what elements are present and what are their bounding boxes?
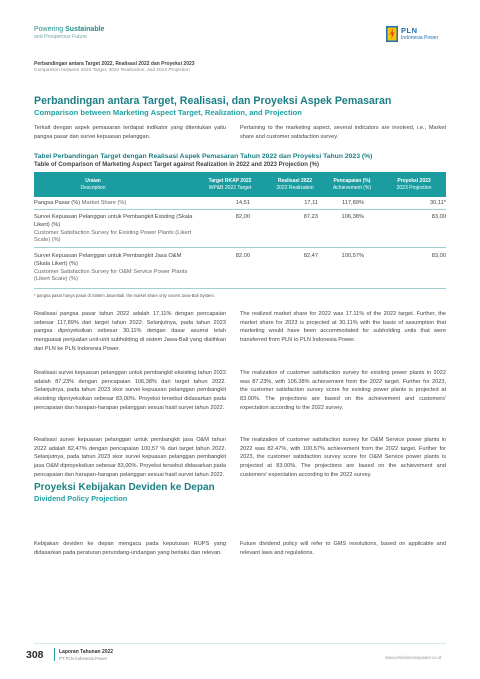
row-achievement: 100,57% <box>341 253 364 259</box>
column-header-description <box>34 172 152 197</box>
header-label-id: Uraian <box>85 178 101 185</box>
row-label-en: Customer Satisfaction Survey for O&M Service Power Plants (Likert Scale) (%) <box>34 268 188 283</box>
column-header-achievement <box>324 172 380 197</box>
row-label-id: Survei Kepuasan Pelanggan untuk Pembangkit Jasa O&M (Skala Likert) (%) <box>34 253 182 267</box>
table-row <box>34 253 446 289</box>
row-label-id: Survei Kepuasan Pelanggan untuk Pembangkit Existing (Skala Likert) (%) <box>34 214 193 228</box>
header-label-en: Achievement (%) <box>332 184 372 191</box>
header-label-en: Description <box>80 184 106 191</box>
row-label <box>34 253 194 284</box>
footer-report-title: Laporan Tahunan 2022 <box>59 649 114 655</box>
section-subtitle: Comparison between Marketing Aspect Target, Realization, and Projection <box>34 108 302 117</box>
column-header-projection <box>382 172 446 197</box>
header-label-en: 2022 Realization <box>276 184 314 191</box>
row-label-en: Market Share (%) <box>81 200 127 206</box>
pln-logo <box>386 26 446 44</box>
footer-company: PT PLN Indonesia Power <box>59 656 108 661</box>
row-projection: 83,00 <box>431 253 446 259</box>
row-projection: 30,11* <box>429 200 446 206</box>
row-label <box>34 214 194 245</box>
section-title: Perbandingan antara Target, Realisasi, dan Proyeksi Aspek Pemasaran <box>34 95 392 107</box>
paragraph-om-plants-id: Realisasi survei kepuasan pelanggan untuk pembangkit jasa O&M tahun 2022 adalah 82,47% dengan pencapaian 100,57 % dari target tahun 2022. Selanjutnya, pada tahun 2023 skor survei kepuasan pelanggan pembangkit jasa O&M diproyeksikan sebesar 83,00%. Proyeksi tersebut didasarkan pada pencapaian dan harapan-harapan pelanggan sesuai hasil survei tahun 2022. <box>34 437 226 478</box>
footer-rule <box>34 643 446 644</box>
logo-sub: Indonesia Power <box>401 35 439 41</box>
table-row <box>34 200 446 210</box>
header-label-id: Target RKAP 2022 <box>208 178 252 185</box>
table-title: Tabel Perbandingan Target dengan Realisasi Aspek Pemasaran Tahun 2022 dan Proyeksi Tahun 2023 (%) <box>34 153 373 160</box>
paragraph-existing-plants-id: Realisasi survei kepuasan pelanggan untuk pembangkit eksisting tahun 2022 adalah 87,23% dengan pencapaian 106,38% dari target tahun 2022. Selanjutnya, pada tahun 2023 skor survei kepuasan pelanggan pembangkit eksisting diproyeksikan sebesar 83,00%. Proyeksi tersebut didasarkan pada pencapaian dan harapan-harapan pelanggan sesuai hasil survei tahun 2022. <box>34 370 226 411</box>
intro-text-id: Terkait dengan aspek pemasaran terdapat indikator yang ditentukan yaitu pangsa pasar dan survei kepuasan pelanggan. <box>34 125 226 140</box>
brand-line2: and Prosperous Future <box>34 34 88 40</box>
breadcrumb <box>34 61 195 73</box>
dividend-section-subtitle: Dividend Policy Projection <box>34 494 128 503</box>
breadcrumb-en: Comparison between 2022 Target, 2022 Realization, and 2023 Projection <box>34 68 190 73</box>
header-label-id: Realisasi 2022 <box>277 178 313 185</box>
table-footnote: * pangsa pasar hanya pasar di Sistem Jawa-Bali. the market share only covers Java-Bali System. <box>34 293 215 298</box>
row-target: 82,00 <box>235 214 250 220</box>
row-achievement: 117,89% <box>341 200 364 206</box>
row-target: 14,51 <box>235 200 250 206</box>
intro-text-en: Pertaining to the marketing aspect, several indicators are involved, i.e., Market share and customer satisfaction survey. <box>240 125 446 140</box>
row-realization: 17,11 <box>304 200 318 206</box>
breadcrumb-id: Perbandingan antara Target 2022, Realisasi 2022 dan Proyeksi 2023 <box>34 61 195 67</box>
pln-logo-icon <box>386 26 398 42</box>
row-achievement: 106,38% <box>341 214 364 220</box>
table-row <box>34 214 446 248</box>
dividend-text-id: Kebijakan deviden ke depan mengacu pada keputusan RUPS yang didasarkan pada peraturan perundang-undangan yang berlaku dan relevan. <box>34 541 226 556</box>
table-subtitle: Table of Comparison of Marketing Aspect Target against Realization in 2022 and 2023 Projection (%) <box>34 162 319 168</box>
column-header-realization <box>266 172 324 197</box>
footer-url: www.plnindonesiapower.co.id <box>385 655 442 660</box>
paragraph-om-plants-en: The realization of customer satisfaction survey for O&M Service power plants in 2022 was 82.47%, with 100.57% achievement from the 2022 target. Further for 2023, the customer satisfaction survey score for O&M Service power plants is projected at 83.00%. The projections are based on the achievement and customers' expectation according to the 2022 survey. <box>240 437 446 478</box>
table-header <box>34 172 446 197</box>
logo-name: PLN <box>401 26 418 35</box>
brand-word2: Sustainable <box>65 26 105 33</box>
header-label-id: Proyeksi 2023 <box>397 178 431 185</box>
row-label-id: Pangsa Pasar (%) <box>34 200 82 206</box>
column-header-target <box>196 172 264 197</box>
paragraph-market-share-en: The realized market share for 2022 was 17.11% of the 2022 target. Further, the market share for 2023 is projected at 30.11% with the basis of assumption that marketing would have been accommodated for subholding units that were transferred from PLN to PLN Indonesia Power. <box>240 311 446 344</box>
row-label-en: Customer Satisfaction Survey for Existing Power Plants (Likert Scale) (%) <box>34 229 192 244</box>
footer-divider <box>54 648 55 661</box>
dividend-text-en: Future dividend policy will refer to GMS resolutions, based on applicable and relevant laws and regulations. <box>240 541 446 556</box>
page-number: 308 <box>26 649 44 661</box>
header-label-en: WP&B 2022 Target <box>208 184 252 191</box>
dividend-section-title: Proyeksi Kebijakan Deviden ke Depan <box>34 482 215 493</box>
brand-line1 <box>34 26 104 33</box>
row-target: 82,00 <box>235 253 250 259</box>
row-realization: 82,47 <box>303 253 318 259</box>
row-realization: 87,23 <box>303 214 318 220</box>
brand-word1: Powering <box>34 26 66 33</box>
header-label-id: Pencapaian (%) <box>333 178 371 185</box>
paragraph-market-share-id: Realisasi pangsa pasar tahun 2022 adalah 17,11% dengan pencapaian sebesar 117,89% dari target tahun 2022. Selanjutnya, pada tahun 2023 pangsa diproyeksikan sebesar 30,11% dengan dasar asumsi telah menguasai penjualan unit-unit subholding di sistem Jawa-Bali yang dialihkan dari PLN ke PLN Indonesia Power. <box>34 311 226 352</box>
row-projection: 83,00 <box>431 214 446 220</box>
header-label-en: 2023 Projection <box>396 184 432 191</box>
paragraph-existing-plants-en: The realization of customer satisfaction survey for existing power plants in 2022 was 87.23%, with 106.38% achievement from the 2022 target. Further for 2023, the customer satisfaction survey score for existing power plants is projected at 83.00%. The projections are based on the achievement and customers' expectation according to the 2022 survey. <box>240 370 446 411</box>
brand-tagline <box>34 26 104 40</box>
